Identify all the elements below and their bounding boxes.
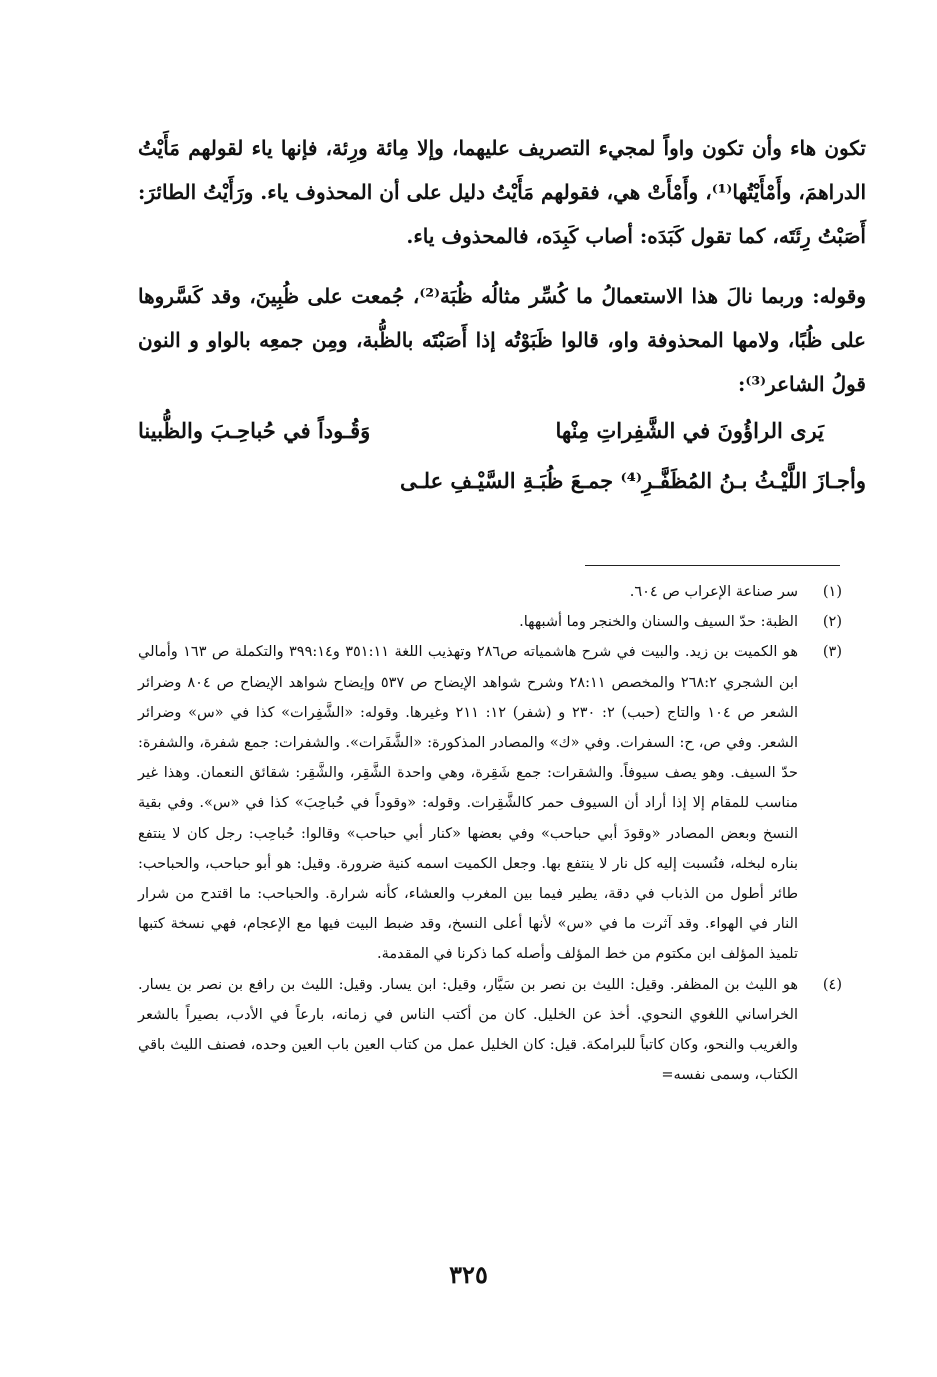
footnote-number: (١) bbox=[822, 584, 842, 600]
line-2-text: وأجـازَ اللَّيْـثُ بـنُ المُظَفَّـرِ⁽⁴⁾ جمـعَ ظُبَـةِ السَّيْـفِ علـى bbox=[399, 468, 866, 493]
footnote-number: (٤) bbox=[822, 976, 842, 993]
footnote-1 bbox=[138, 577, 842, 607]
footnotes bbox=[138, 577, 842, 1090]
page-number: ٣٢٥ bbox=[449, 1260, 488, 1289]
footnote-text: الظبة: حدّ السيف والسنان والخنجر وما أشبهها. bbox=[519, 614, 798, 631]
footnote-text: هو الكميت بن زيد. والبيت في شرح هاشمياته ص٢٨٦ وتهذيب اللغة ٣٥١:١١ و٣٩٩:١٤ والتكملة ص ١٦٣ وأمالي ابن الشجري ٢٦٨:٢ والمخصص ٢٨:١١ وشرح شواهد الإيضاح ص ٥٣٧ وإيضاح شواهد الإيضاح ص ٨٠٤ وضرائر الشعر ص ١٠٤ والتاج (حبب) ٢: ٢٣٠ و (شفر) ١٢: ٢١١ وغيرها. وقوله: «الشَّفِرات» كذا في «س» وضرائر الشعر. وفي ص، ح: السفرات. وفي «ك» والمصادر المذكورة: «الشَّفَرات». والشفرات: جمع شفرة، والشفرة: حدّ السيف. وهو يصف سيوفاً. والشقرات: جمع شَقِرة، وهي واحدة الشَّقِر، والشَّقِر: شقائق النعمان. وهذا غير مناسب للمقام إلا إذا أراد أن السيوف حمر كالشَّقِرات. وقوله: «وقوداً في حُباحِبَ» كذا في «س». وفي بقية النسخ وبعض المصادر «وقودَ أبي حباحب» وفي بعضها «كنار أبي حباحب» وقالوا: حُباحِب: رجل كان لا ينتفع بناره لبخله، فنُسبت إليه كل نار لا ينتفع بها. وجعل الكميت اسمه كنية ضرورة. وقيل: هو أبو حباحب، والحباحب: طائر أطول من الذباب في دقة، يطير فيما بين المغرب والعشاء، كأنه شرارة. والحباحب: ما اقتدح من شرار النار في الهواء. وقد آثرت ما في «س» لأنها أعلى النسخ، وقد ضبط البيت فيها مع الإعجام، فهي نسخة كتبها تلميذ المؤلف ابن مكتوم من خط المؤلف وأصله كما ذكرنا في المقدمة. bbox=[138, 644, 799, 963]
main-text bbox=[138, 126, 866, 506]
verse-1-second-hemistich: وَقُـوداً في حُباحِـبَ والظُّبينا bbox=[138, 418, 371, 443]
body-paragraph-2: وقوله: وربما نالَ هذا الاستعمالُ ما كُسِّر مثالُه ظُبَة⁽²⁾، جُمعت على ظُبِينَ، وقد كَسَّروها على ظُبًا، ولامها المحذوفة واو، قالوا ظَبَوْتُه إذا أَصَبْتَه بالظُّبة، ومِن جمعِه بالواو و النون قولُ الشاعر⁽³⁾: bbox=[138, 284, 867, 396]
footnote-4 bbox=[138, 970, 842, 1091]
poem-verse-1 bbox=[138, 406, 866, 456]
footnote-text: سر صناعة الإعراب ص ٦٠٤. bbox=[629, 584, 798, 600]
footnote-separator bbox=[585, 565, 840, 566]
poem-line-2 bbox=[138, 456, 866, 506]
footnote-number: (٣) bbox=[822, 644, 842, 661]
body-paragraph-1: تكون هاء وأن تكون واواً لمجيء التصريف عليهما، وإلا مِائة ورِئة، فإنها ياء لقولهم مَأَيْتُ الدراهمَ، وأَمْأَيْتُها⁽¹⁾، وأَمْأَتْ هي، فقولهم مَأَيْتُ دليل على أن المحذوف ياء. ورَأَيْتُ الطائرَ: أَصَبْتُ رِئَتَه، كما تقول كَبَدَه: أصاب كَبِدَه، فالمحذوف ياء. bbox=[138, 136, 867, 248]
verse-1-first-hemistich: يَرى الراؤُونَ في الشَّفِراتِ مِنْها bbox=[555, 418, 824, 443]
footnote-number: (٢) bbox=[822, 614, 842, 631]
footnote-2 bbox=[138, 607, 842, 637]
footnote-text: هو الليث بن المظفر. وقيل: الليث بن نصر بن سَيَّار، وقيل: ابن يسار. وقيل: الليث بن رافع بن نصر بن يسار. الخراساني اللغوي النحوي. أخذ عن الخليل. كان من أكتب الناس في زمانه، بارعاً في الأدب، بصيراً بالشعر والغريب والنحو، وكان كاتباً للبرامكة. قيل: كان الخليل عمل من كتاب العين باب العين وحده، فصنف الليث باقي الكتاب، وسمى نفسه= bbox=[138, 976, 798, 1084]
footnote-3 bbox=[138, 637, 842, 969]
